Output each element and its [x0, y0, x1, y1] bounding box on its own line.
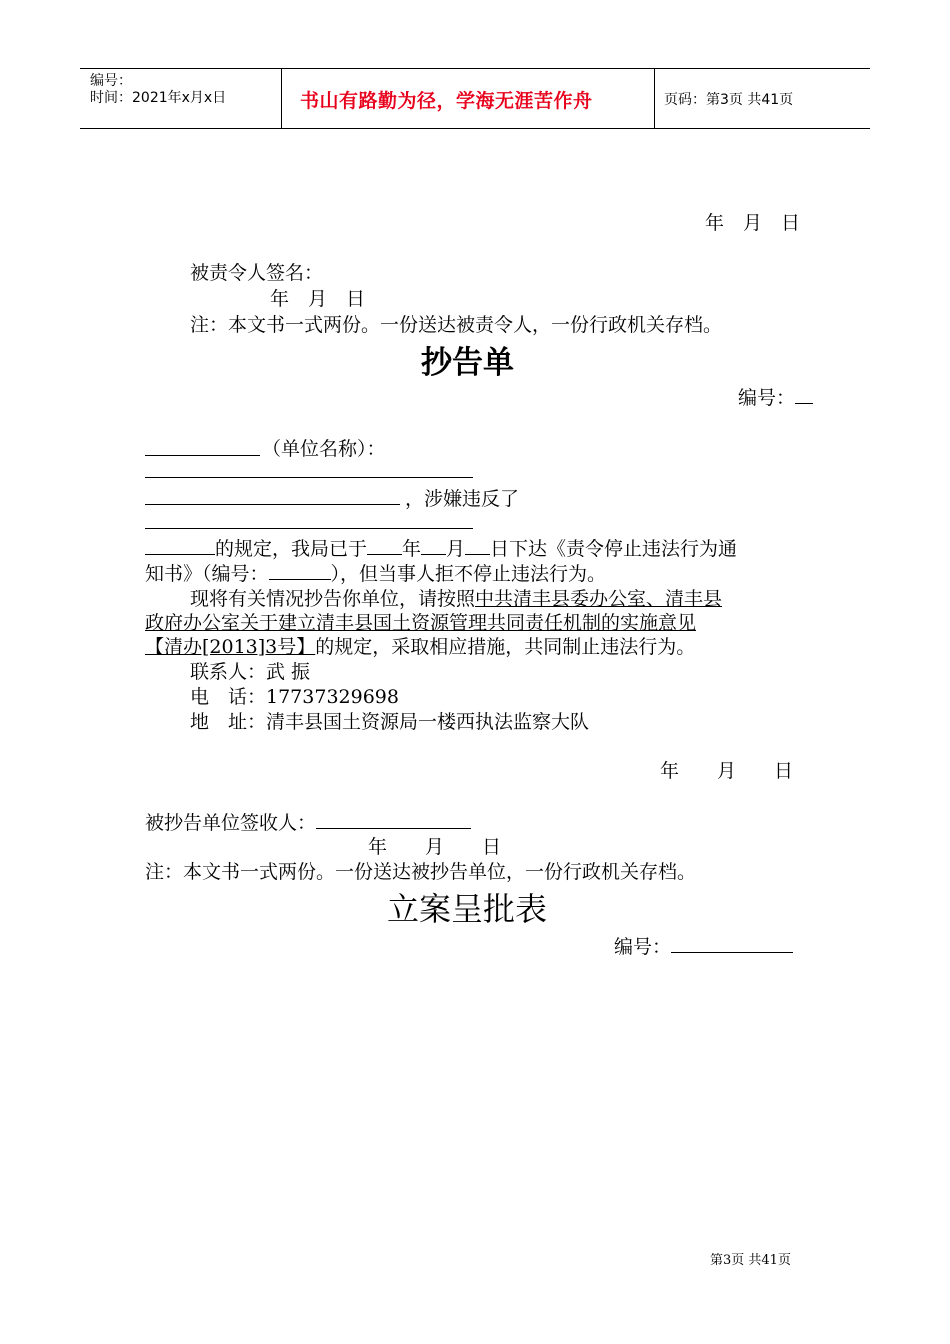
- para2-document-2: 政府办公室关于建立清丰县国土资源管理共同责任机制的实施意见: [145, 612, 697, 634]
- order-number-label: 知书》（编号：: [145, 563, 269, 585]
- blank-line-1: [145, 477, 473, 478]
- filing-number-label: 编号：: [614, 936, 672, 958]
- day-blank: [465, 534, 490, 555]
- filing-number-line: [614, 932, 793, 959]
- filing-title: 立案呈批表: [387, 890, 548, 928]
- order-text: 日下达《责令停止违法行为通: [490, 538, 738, 560]
- notice-note: 注：本文书一式两份。一份送达被抄告单位，一份行政机关存档。: [145, 861, 697, 883]
- regulation-line: [145, 534, 737, 561]
- receiver-line: [145, 808, 471, 835]
- para2-line-1: [190, 584, 722, 611]
- notice-date: 年 月 日: [660, 760, 794, 782]
- top-date: 年 月 日: [705, 212, 801, 234]
- notice-number-label: [738, 383, 813, 410]
- order-number-blank: [269, 559, 331, 580]
- notice-title: 抄告单: [421, 345, 514, 381]
- signature-label: 被责令人签名：: [190, 262, 324, 284]
- year-blank: [367, 534, 402, 555]
- para2-measures: 的规定，采取相应措施，共同制止违法行为。: [315, 636, 696, 658]
- suspected-text: ，涉嫌违反了: [405, 488, 520, 510]
- notice-number-text: 编号：: [738, 387, 796, 409]
- header-top-rule: [80, 68, 870, 69]
- header-divider-2: [654, 68, 655, 128]
- order-number-line: [145, 559, 606, 586]
- refuse-text: ），但当事人拒不停止违法行为。: [330, 563, 607, 585]
- contact-phone: 电 话：17737329698: [190, 686, 399, 708]
- month-blank: [421, 534, 446, 555]
- section1-note: 注：本文书一式两份。一份送达被责令人，一份行政机关存档。: [190, 314, 723, 336]
- para2-document-1: 中共清丰县委办公室、清丰县: [475, 588, 723, 610]
- blank-line-2: [145, 504, 400, 505]
- header-page-info: 页码：第3页 共41页: [664, 92, 794, 108]
- para2-document-number: 【清办[2013]3号】: [145, 636, 316, 658]
- blank-line-3: [145, 528, 473, 529]
- year-text: 年: [402, 538, 422, 560]
- header-number-label: 编号：: [90, 73, 132, 89]
- month-text: 月: [446, 538, 466, 560]
- receiver-date: 年 月 日: [368, 836, 502, 858]
- notice-number-blank: [795, 383, 813, 404]
- header-divider-1: [281, 68, 282, 128]
- header-time: 时间：2021年x月x日: [90, 90, 227, 106]
- contact-address: 地 址：清丰县国土资源局一楼西执法监察大队: [190, 711, 590, 733]
- page-footer: 第3页 共41页: [710, 1253, 791, 1268]
- header-motto: 书山有路勤为径，学海无涯苦作舟: [300, 90, 593, 112]
- para2-line-3: [145, 632, 695, 659]
- contact-person: 联系人：武 振: [190, 661, 311, 683]
- para2-text: 现将有关情况抄告你单位，请按照: [190, 588, 476, 610]
- signature-date: 年 月 日: [270, 288, 366, 310]
- unit-name-label: （单位名称）：: [262, 438, 386, 460]
- unit-name-blank: [145, 455, 260, 456]
- receiver-label: 被抄告单位签收人：: [145, 812, 317, 834]
- regulation-text: 的规定，我局已于: [215, 538, 368, 560]
- filing-number-blank: [671, 932, 793, 953]
- header-bottom-rule: [80, 128, 870, 129]
- receiver-blank: [316, 808, 471, 829]
- regulation-blank: [145, 534, 215, 555]
